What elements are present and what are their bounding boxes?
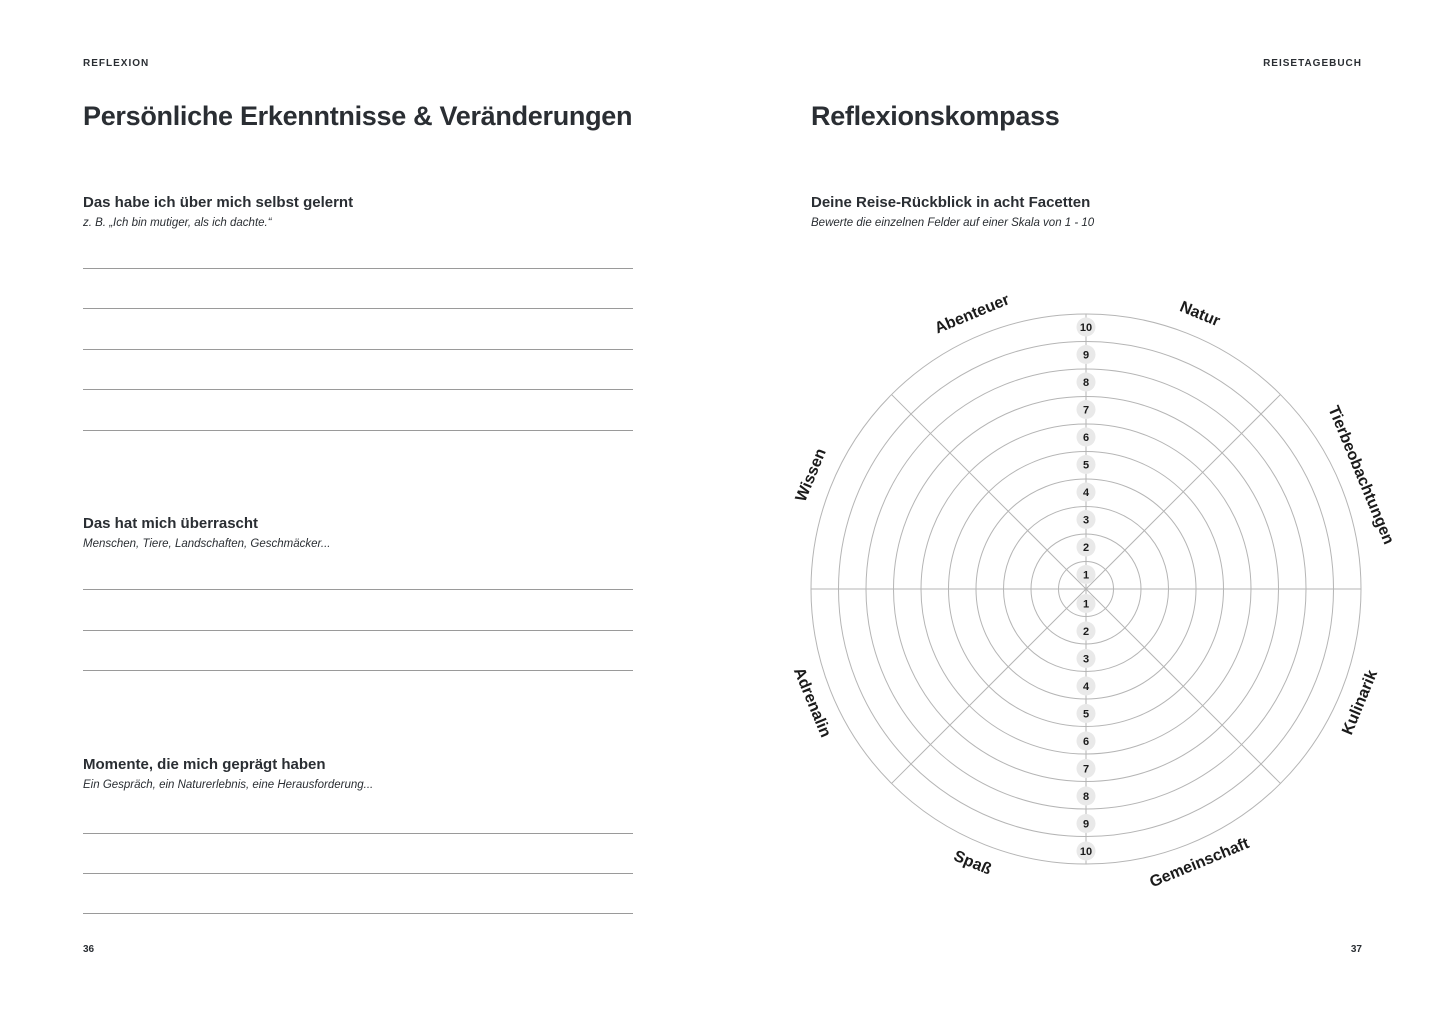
facet-label-spaß: Spaß (951, 847, 994, 879)
section-hint-learned: z. B. „Ich bin mutiger, als ich dachte.“ (83, 217, 272, 229)
page-title-left: Persönliche Erkenntnisse & Veränderungen (83, 101, 633, 131)
facet-label-wissen: Wissen (792, 446, 830, 505)
scale-label-10: 10 (1079, 846, 1093, 858)
page-number-right: 37 (1350, 944, 1362, 955)
section-heading-surprised: Das hat mich überrascht (83, 515, 259, 532)
section-hint-surprised: Menschen, Tiere, Landschaften, Geschmäcker... (83, 538, 331, 550)
facet-label-tierbeobachtungen: Tierbeobachtungen (1324, 403, 1397, 547)
scale-label-5: 5 (1082, 708, 1090, 721)
running-head-left: REFLEXION (83, 58, 150, 69)
section-hint-moments: Ein Gespräch, ein Naturerlebnis, eine Herausforderung... (83, 779, 374, 791)
scale-label-10: 10 (1079, 322, 1093, 334)
compass-hint: Bewerte die einzelnen Felder auf einer Skala von 1 - 10 (811, 217, 1095, 229)
scale-label-8: 8 (1082, 791, 1090, 803)
scale-label-4: 4 (1082, 487, 1090, 499)
scale-label-3: 3 (1082, 653, 1090, 666)
scale-label-5: 5 (1082, 459, 1090, 472)
scale-label-7: 7 (1082, 763, 1090, 776)
facet-label-natur: Natur (1177, 298, 1223, 331)
scale-label-6: 6 (1082, 736, 1090, 748)
page-number-left: 36 (83, 944, 95, 955)
section-heading-moments: Momente, die mich geprägt haben (83, 756, 326, 773)
scale-label-7: 7 (1082, 404, 1090, 417)
facet-label-gemeinschaft: Gemeinschaft (1147, 835, 1252, 892)
running-head-right: REISETAGEBUCH (1263, 58, 1362, 69)
scale-label-1: 1 (1082, 598, 1090, 611)
scale-label-3: 3 (1082, 514, 1090, 527)
scale-label-9: 9 (1082, 349, 1090, 362)
scale-label-1: 1 (1082, 569, 1090, 582)
scale-label-2: 2 (1082, 626, 1090, 638)
scale-label-4: 4 (1082, 681, 1090, 693)
scale-label-9: 9 (1082, 818, 1090, 831)
section-heading-learned: Das habe ich über mich selbst gelernt (83, 194, 354, 211)
scale-label-6: 6 (1082, 432, 1090, 444)
facet-label-abenteuer: Abenteuer (932, 291, 1013, 338)
page-title-right: Reflexionskompass (811, 101, 1060, 131)
compass-subtitle: Deine Reise-Rückblick in acht Facetten (811, 194, 1091, 211)
scale-label-2: 2 (1082, 542, 1090, 554)
scale-label-8: 8 (1082, 377, 1090, 389)
facet-label-adrenalin: Adrenalin (789, 665, 834, 740)
facet-label-kulinarik: Kulinarik (1339, 667, 1382, 738)
